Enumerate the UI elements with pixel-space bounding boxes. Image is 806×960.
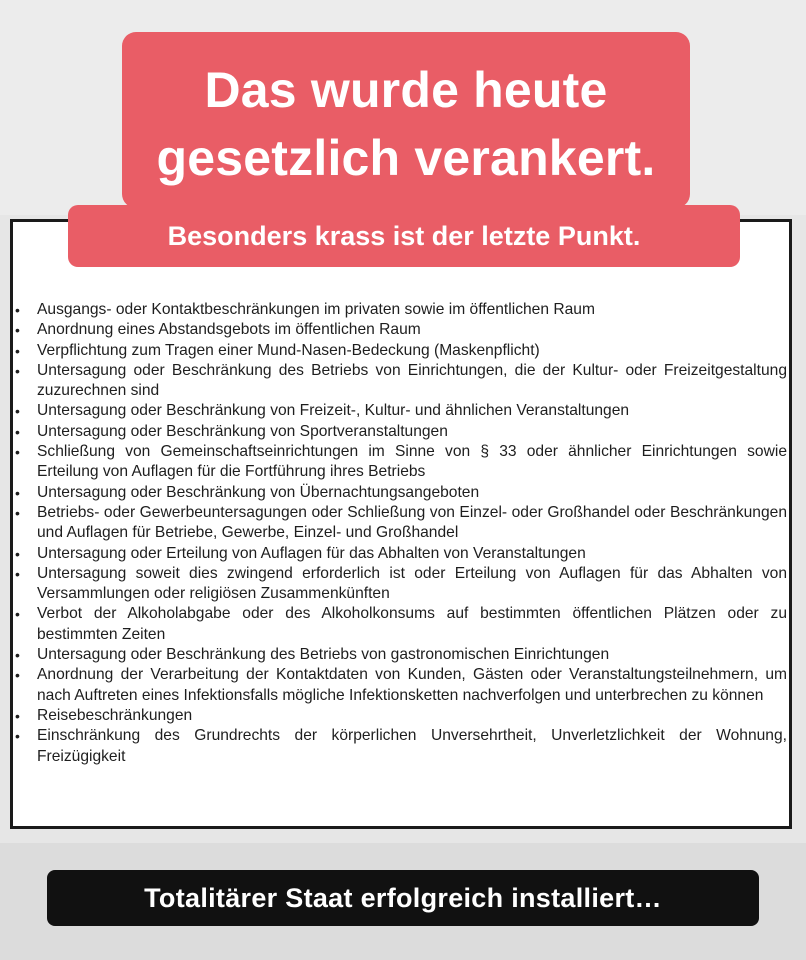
bullet-icon: • [15, 606, 20, 623]
list-item-text: Einschränkung des Grundrechts der körperlichen Unversehrtheit, Unverletzlichkeit der Wohnung, Freizügigkeit [37, 727, 787, 765]
subheadline-banner [68, 205, 740, 267]
list-item-text: Untersagung oder Beschränkung von Sportveranstaltungen [37, 422, 448, 440]
list-item [13, 401, 789, 421]
list-item [13, 604, 789, 645]
list-item-text: Untersagung oder Beschränkung von Freizeit-, Kultur- und ähnlichen Veranstaltungen [37, 402, 630, 420]
list-item-text: Betriebs- oder Gewerbeuntersagungen oder Schließung von Einzel- oder Großhandel oder Beschränkungen und Auflagen für Betriebe, Gewerbe, Einzel- und Großhandel [37, 503, 787, 542]
list-item [13, 706, 789, 726]
list-item [13, 544, 789, 564]
bullet-icon: • [15, 423, 20, 440]
list-item [13, 726, 789, 767]
list-item [13, 361, 789, 402]
list-item [13, 564, 789, 605]
list-item [13, 483, 789, 503]
caption-text: Totalitärer Staat erfolgreich installiert… [144, 883, 662, 913]
headline-banner [122, 32, 690, 208]
bullet-icon: • [15, 647, 20, 664]
measures-list [13, 300, 789, 767]
bullet-icon: • [15, 362, 20, 379]
bullet-icon: • [15, 322, 20, 339]
subheadline-text: Besonders krass ist der letzte Punkt. [167, 221, 641, 251]
list-item [13, 341, 789, 361]
list-item [13, 503, 789, 544]
bullet-icon: • [15, 545, 20, 562]
bullet-icon: • [15, 484, 20, 501]
list-item-text: Untersagung soweit dies zwingend erforderlich ist oder Erteilung von Auflagen für das Abhalten von Versammlungen oder religiösen Zusammenkünften [37, 564, 787, 603]
list-item-text: Verbot der Alkoholabgabe oder des Alkoholkonsums auf bestimmten öffentlichen Plätzen oder zu bestimmten Zeiten [37, 605, 787, 643]
bullet-icon: • [15, 342, 20, 359]
list-item [13, 645, 789, 665]
headline-line-1: Das wurde heute [204, 62, 608, 118]
list-item-text: Untersagung oder Erteilung von Auflagen für das Abhalten von Veranstaltungen [37, 544, 586, 562]
list-item-text: Schließung von Gemeinschaftseinrichtungen im Sinne von § 33 oder ähnlicher Einrichtungen sowie Erteilung von Auflagen für die Fortführung ihres Betriebs [37, 443, 787, 481]
list-item [13, 422, 789, 442]
bullet-icon: • [15, 728, 20, 745]
bullet-icon: • [15, 444, 20, 461]
list-item [13, 300, 789, 320]
list-item-text: Ausgangs- oder Kontaktbeschränkungen im privaten sowie im öffentlichen Raum [37, 301, 595, 318]
bullet-icon: • [15, 667, 20, 684]
list-item-text: Untersagung oder Beschränkung des Betriebs von gastronomischen Einrichtungen [37, 646, 610, 664]
list-item-text: Reisebeschränkungen [37, 706, 193, 724]
list-item-text: Anordnung der Verarbeitung der Kontaktdaten von Kunden, Gästen oder Veranstaltungsteilnehmern, um nach Auftreten eines Infektionsfalls mögliche Infektionsketten nachverfolgen und unterbrechen zu können [37, 666, 787, 704]
list-item-text: Untersagung oder Beschränkung des Betriebs von Einrichtungen, die der Kultur- oder Freizeitgestaltung zuzurechnen sind [37, 361, 787, 400]
bullet-icon: • [15, 707, 20, 724]
bullet-icon: • [15, 504, 20, 521]
law-text-document [10, 219, 792, 829]
list-item [13, 665, 789, 706]
list-item-text: Verpflichtung zum Tragen einer Mund-Nasen-Bedeckung (Maskenpflicht) [37, 341, 540, 359]
headline-line-2: gesetzlich verankert. [156, 130, 656, 186]
list-item-text: Anordnung eines Abstandsgebots im öffentlichen Raum [37, 321, 421, 339]
bullet-icon: • [15, 565, 20, 582]
bullet-icon: • [15, 403, 20, 420]
caption-banner [47, 870, 759, 926]
bullet-icon: • [15, 302, 20, 318]
list-item [13, 320, 789, 340]
list-item-text: Untersagung oder Beschränkung von Übernachtungsangeboten [37, 483, 480, 501]
list-item [13, 442, 789, 483]
